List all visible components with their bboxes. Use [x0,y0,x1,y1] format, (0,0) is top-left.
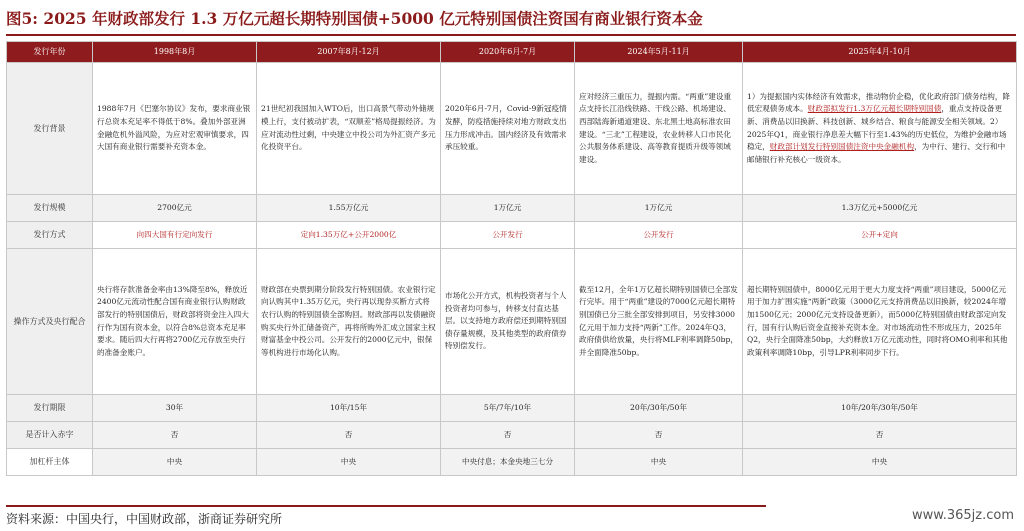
row-label-scale: 发行规模 [7,195,93,222]
table-cell: 10年/15年 [257,395,441,422]
column-header: 1998年8月 [93,42,257,63]
table-row-operation [7,249,1017,395]
table-cell: 5年/7年/10年 [441,395,575,422]
text-fragment: ，为中行、建行、交行和中邮储银行补充核心一级资本。 [747,142,1006,164]
figure-title: 图5: 2025 年财政部发行 1.3 万亿元超长期特别国债+5000 亿元特别国债注资国有商业银行资本金 [6,4,1016,36]
table-cell: 1.55万亿元 [257,195,441,222]
table-cell: 中央付息；本金央地三七分 [441,449,575,476]
column-header: 2007年8月-12月 [257,42,441,63]
row-label-background: 发行背景 [7,63,93,195]
table-cell: 截至12月，全年1万亿超长期特别国债已全部发行完毕。用于“两重”建设的7000亿元超长期特别国债已分三批全部安排到项目，另安排3000亿元用于加力支持“两新”工作。2024年Q3，政府债供给放量，央行将MLF利率调降50bp，并全面降准50bp。 [575,249,743,395]
watermark: www.365jz.com [912,508,1014,523]
column-header: 2024年5月-11月 [575,42,743,63]
table-cell: 否 [743,422,1017,449]
special-bond-table [6,41,1017,476]
table-row-deficit [7,422,1017,449]
text-fragment: 1）为提振国内实体经济有效需求，推动物价企稳，优化政府部门债务结构，降低宏观债务成本。 [747,91,1011,114]
table-cell: 央行将存款准备金率由13%降至8%，释放近2400亿元流动性配合国有商业银行认购财政部发行的特别国债后，财政部将资金注入四大行作为国有资本金，以符合8%总资本充足率要求。随后四大行再将2700亿元存放至央行的准备金账户。 [93,249,257,395]
table-cell: 中央 [93,449,257,476]
table-cell: 1万亿元 [575,195,743,222]
table-cell: 否 [441,422,575,449]
table-cell: 公开发行 [575,222,743,249]
table-cell: 2700亿元 [93,195,257,222]
table-cell: 1.3万亿元+5000亿元 [743,195,1017,222]
column-header: 2025年4月-10月 [743,42,1017,63]
source-note: 资料来源：中国央行，中国财政部，浙商证券研究所 [6,505,766,529]
table-cell: 市场化公开方式，机构投资者与个人投资者均可参与，转移支付直达基层。以支持地方政府偿还到期特别国债存量规模，及其他类型的政府债券特别偿发行。 [441,249,575,395]
table-cell: 1988年7月《巴塞尔协议》发布，要求商业银行总资本充足率不得低于8%。叠加外部亚洲金融危机外溢风险，为应对宏观审慎要求，四大国有商业银行需要补充资本金。 [93,63,257,195]
text-fragment: ，重点支持设备更新、消费品以旧换新、科技创新、城乡结合、粮食与能源安全相关领域。2）2025年Q1，商业银行净息差大幅下行至1.43%的历史低位，为维护金融市场稳定， [747,104,1007,152]
table-cell: 30年 [93,395,257,422]
table-row-method [7,222,1017,249]
table-cell: 1万亿元 [441,195,575,222]
table-cell: 20年/30年/50年 [575,395,743,422]
table-cell: 中央 [743,449,1017,476]
table-cell: 2020年6月-7月，Covid-9新冠疫情发酵，防疫措施持续对地方财政支出压力形成冲击。国内经济及有效需求承压较重。 [441,63,575,195]
row-label-operation: 操作方式及央行配合 [7,249,93,395]
table-cell [743,63,1017,195]
row-label-deficit: 是否计入赤字 [7,422,93,449]
table-cell: 中央 [575,449,743,476]
table-cell: 超长期特别国债中，8000亿元用于更大力度支持“两重”项目建设，5000亿元用于加力扩围实施“两新”政策（3000亿元支持消费品以旧换新，较2024年增加1500亿元；2000亿元支持设备更新），而5000亿特别国债由财政部定向发行，国有行认购后资金直接补充资本金。对市场流动性不形成压力，2025年Q2，央行全面降准50bp，大约释放1万亿元流动性，同时将OMO利率和其他政策利率调降10bp，引导LPR利率同步下行。 [743,249,1017,395]
highlight-text: 财政部计划发行特别国债注资中央金融机构 [769,142,915,152]
row-label-term: 发行期限 [7,395,93,422]
table-cell: 定向1.35万亿+公开2000亿 [257,222,441,249]
table-cell: 否 [93,422,257,449]
highlight-text: 财政部拟发行1.3万亿元超长期特别国债 [807,104,942,114]
row-label-subject: 加杠杆主体 [7,449,93,476]
table-row-background [7,63,1017,195]
table-cell: 否 [575,422,743,449]
table-cell: 向四大国有行定向发行 [93,222,257,249]
table-row-scale [7,195,1017,222]
table-row-term [7,395,1017,422]
table-cell: 10年/20年/30年/50年 [743,395,1017,422]
table-cell: 公开发行 [441,222,575,249]
row-label-method: 发行方式 [7,222,93,249]
table-row-subject [7,449,1017,476]
table-cell: 否 [257,422,441,449]
table-cell: 中央 [257,449,441,476]
column-header: 2020年6月-7月 [441,42,575,63]
table-cell: 应对经济三重压力，提振内需。“两重”建设重点支持长江沿线铁路、干线公路、机场建设、西部陆海新通道建设、东北黑土地高标准农田建设。“三北”工程建设，农业转移人口市民化公共服务体系建设、高等教育提质升级等领域建设。 [575,63,743,195]
row-label-period: 发行年份 [7,42,93,63]
table-header-row [7,42,1017,63]
table-cell: 21世纪初我国加入WTO后，出口高景气带动外储规模上行，支付被动扩表，“双顺差”格局提振经济。为应对流动性过剩，中央建立中投公司为外汇资产多元化投资平台。 [257,63,441,195]
table-cell: 财政部在央票到期分阶段发行特别国债。农业银行定向认购其中1.35万亿元，央行再以现券买断方式将农行认购的特别国债全部购回。财政部再以发债融资购买央行外汇储备资产，再将所购外汇成立国家主权财富基金中投公司。公开发行的2000亿元中，银保等机构进行市场化认购。 [257,249,441,395]
table-cell: 公开+定向 [743,222,1017,249]
